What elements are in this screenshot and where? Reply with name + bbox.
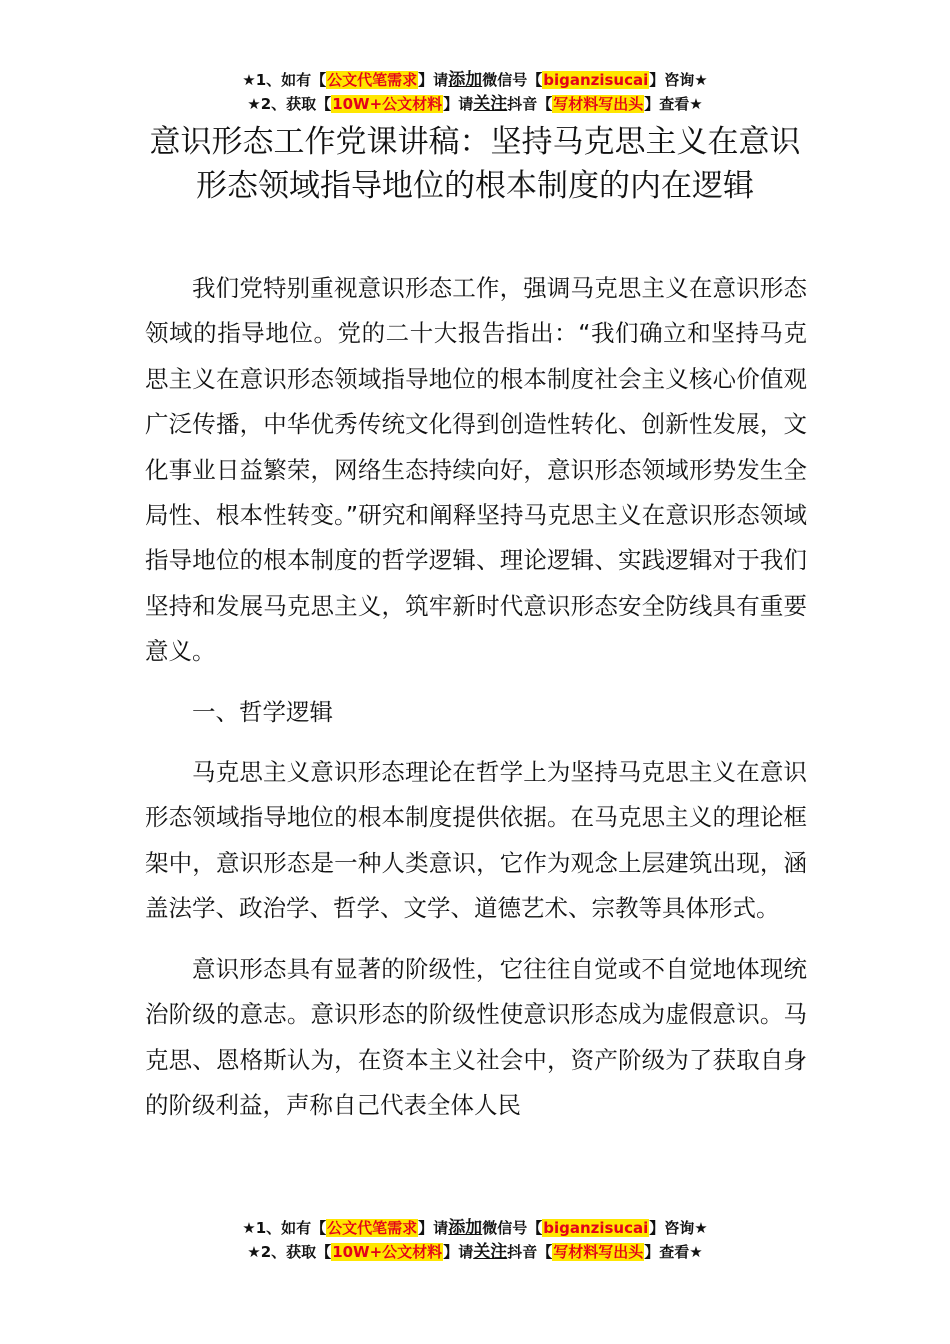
promo-highlight-service: 公文代笔需求 (327, 71, 418, 89)
promo-highlight-materials: 10W+公文材料 (332, 95, 443, 113)
promo-line-1: ★1、如有【公文代笔需求】请添加微信号【biganzisucai】咨询★ (242, 1218, 708, 1238)
promo-underlined-add: 添加 (448, 70, 483, 90)
document-body (145, 266, 807, 1128)
paragraph-philosophy-2: 意识形态具有显著的阶级性，它往往自觉或不自觉地体现统治阶级的意志。意识形态的阶级性使意识形态成为虚假意识。马克思、恩格斯认为，在资本主义社会中，资产阶级为了获取自身的阶级利益，声称自己代表全体人民 (145, 954, 807, 1119)
paragraph-philosophy-1: 马克思主义意识形态理论在哲学上为坚持马克思主义在意识形态领域指导地位的根本制度提供依据。在马克思主义的理论框架中，意识形态是一种人类意识，它作为观念上层建筑出现，涵盖法学、政治学、哲学、文学、道德艺术、宗教等具体形式。 (145, 758, 807, 923)
promo-line-2: ★2、获取【10W+公文材料】请关注抖音【写材料写出头】查看★ (247, 94, 703, 114)
promo-highlight-materials: 10W+公文材料 (332, 1243, 443, 1261)
promo-line-1: ★1、如有【公文代笔需求】请添加微信号【biganzisucai】咨询★ (242, 70, 708, 90)
top-promo-banner (0, 68, 950, 116)
promo-highlight-service: 公文代笔需求 (327, 1219, 418, 1237)
promo-highlight-douyin: 写材料写出头 (553, 1243, 644, 1261)
promo-highlight-douyin: 写材料写出头 (553, 95, 644, 113)
bottom-promo-banner (0, 1216, 950, 1264)
promo-highlight-wechat-id: biganzisucai (543, 71, 649, 89)
promo-underlined-add: 添加 (448, 1218, 483, 1238)
paragraph-intro: 我们党特别重视意识形态工作，强调马克思主义在意识形态领域的指导地位。党的二十大报告指出：“我们确立和坚持马克思主义在意识形态领域指导地位的根本制度社会主义核心价值观广泛传播，中华优秀传统文化得到创造性转化、创新性发展，文化事业日益繁荣，网络生态持续向好，意识形态领域形势发生全局性、根本性转变。”研究和阐释坚持马克思主义在意识形态领域指导地位的根本制度的哲学逻辑、理论逻辑、实践逻辑对于我们坚持和发展马克思主义，筑牢新时代意识形态安全防线具有重要意义。 (145, 274, 807, 666)
promo-underlined-follow: 关注 (473, 1242, 508, 1262)
section-heading-philosophy: 一、哲学逻辑 (192, 697, 333, 726)
document-title: 意识形态工作党课讲稿：坚持马克思主义在意识形态领域指导地位的根本制度的内在逻辑 (149, 124, 801, 204)
promo-highlight-wechat-id: biganzisucai (543, 1219, 649, 1237)
promo-line-2: ★2、获取【10W+公文材料】请关注抖音【写材料写出头】查看★ (247, 1242, 703, 1262)
promo-underlined-follow: 关注 (473, 94, 508, 114)
